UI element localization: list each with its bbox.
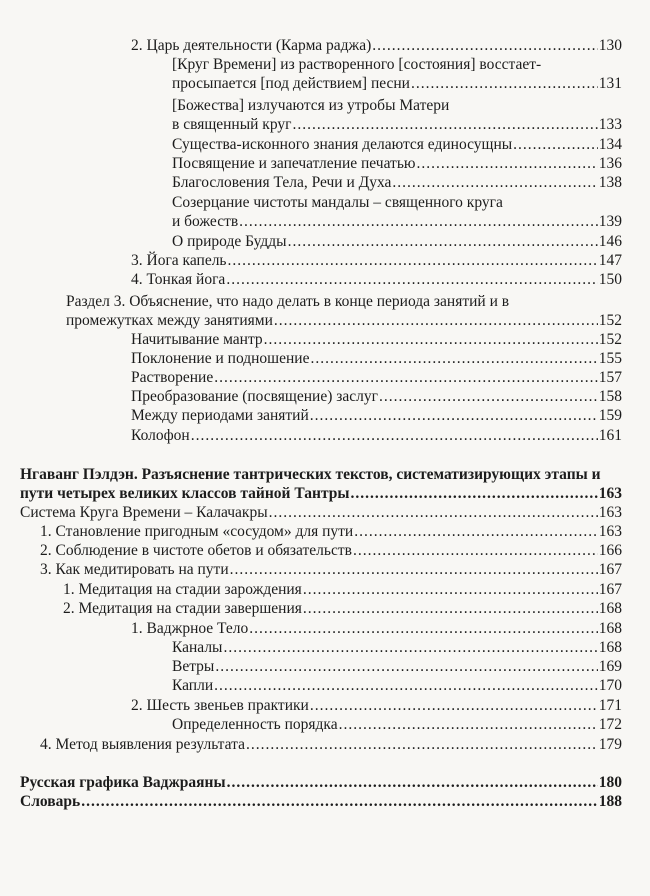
toc-entry [20,503,622,522]
toc-page-number: 155 [598,350,622,367]
toc-entry-text: Поклонение и подношение [131,350,310,367]
toc-entry [66,292,622,330]
toc-entry [131,36,622,55]
toc-entry-text: О природе Будды [172,233,287,250]
toc-entry [172,193,622,231]
toc-entry-text: Созерцание чистоты мандалы – священного круга [172,194,503,211]
toc-page-number: 167 [598,561,622,578]
toc-entry-text: Посвящение и запечатление печатью [172,155,416,172]
toc-entry [131,349,622,368]
toc-page-number: 170 [598,677,622,694]
toc-entry [131,387,622,406]
toc-page-number: 171 [598,697,622,714]
toc-entry [40,735,622,754]
toc-entry [131,330,622,349]
toc-entry [172,154,622,173]
toc-page-number: 163 [598,485,622,502]
toc-page-number: 139 [598,213,622,230]
toc-page-number: 172 [598,716,622,733]
toc-page-number: 180 [598,774,622,791]
toc-page-number: 133 [598,116,622,133]
toc-page-number: 163 [598,523,622,540]
toc-entry-text: 1. Ваджрное Тело [131,620,249,637]
toc-page-number: 152 [598,312,622,329]
toc-entry [20,773,622,792]
toc-entry [172,96,622,134]
toc-entry [131,406,622,425]
toc-entry-text: Колофон [131,427,190,444]
toc-page-number: 161 [598,427,622,444]
toc-entry-text: Существа-исконного знания делаются единосущны [172,136,513,153]
toc-page-number: 179 [598,736,622,753]
toc-page-number: 169 [598,658,622,675]
toc-page-number: 131 [598,75,622,92]
toc-page-number: 157 [598,369,622,386]
toc-entry-text: Преобразование (посвящение) заслуг [131,388,378,405]
toc-page-number: 168 [598,600,622,617]
toc-page-number: 150 [598,271,622,288]
toc-entry [172,232,622,251]
toc-entry [63,599,622,618]
toc-entry-text: Капли [172,677,214,694]
toc-entry [172,676,622,695]
toc-entry-text: Определенность порядка [172,716,338,733]
toc-entry-text: 4. Метод выявления результата [40,736,245,753]
toc-page-number: 152 [598,331,622,348]
toc-entry-text: Нгаванг Пэлдэн. Разъяснение тантрических текстов, систематизирующих этапы и [20,466,601,483]
toc-entry-text: Словарь [20,793,81,810]
toc-entry-text: 4. Тонкая йога [131,271,226,288]
toc-entry [63,580,622,599]
toc-entry-text: Благословения Тела, Речи и Духа [172,174,392,191]
toc-entry-text: 1. Медитация на стадии зарождения [63,581,302,598]
toc-page-number: 166 [598,542,622,559]
toc-entry-text: [Круг Времени] из растворенного [состояния] восстает- [172,56,542,73]
toc-entry-text: 2. Шесть звеньев практики [131,697,309,714]
toc-entry-text: [Божества] излучаются из утробы Матери [172,97,450,114]
toc-entry [40,522,622,541]
toc-entry [131,270,622,289]
toc-page-number: 168 [598,639,622,656]
toc-entry-text: Ветры [172,658,215,675]
toc-entry [172,173,622,192]
toc-entry-text: Между периодами занятий [131,407,309,424]
toc-entry [131,251,622,270]
toc-entry-text: 2. Соблюдение в чистоте обетов и обязательств [40,542,352,559]
toc-entry [131,619,622,638]
toc-page-number: 188 [598,793,622,810]
toc-page-number: 147 [598,252,622,269]
toc-entry-text: 1. Становление пригодным «сосудом» для пути [40,523,354,540]
toc-entry-text: пути четырех великих классов тайной Тантры [20,485,350,502]
toc-page-number: 158 [598,388,622,405]
toc-entry-text: промежутках между занятиями [66,312,273,329]
toc-page-number: 168 [598,620,622,637]
toc-entry-text: и божеств [172,213,239,230]
toc-page-number: 163 [598,504,622,521]
toc-entry-text: Раздел 3. Объяснение, что надо делать в конце периода занятий и в [66,293,510,310]
toc-page-number: 134 [598,136,622,153]
toc-entry [40,560,622,579]
toc-entry-text: Каналы [172,639,223,656]
toc-entry-text: просыпается [под действием] песни [172,75,410,92]
toc-entry-text: в священный круг [172,116,292,133]
toc-entry [172,55,622,93]
toc-entry [172,638,622,657]
toc-entry [40,541,622,560]
toc-entry [131,696,622,715]
toc-entry [131,368,622,387]
toc-page-number: 130 [598,37,622,54]
toc-page-number: 167 [598,581,622,598]
toc-entry [20,465,622,503]
toc-entry-text: Русская графика Ваджраяны [20,774,226,791]
toc-entry-text: Начитывание мантр [131,331,263,348]
toc-entry [172,715,622,734]
toc-entry [172,135,622,154]
toc-entry-text: 2. Медитация на стадии завершения [63,600,302,617]
toc-entry-text: 3. Как медитировать на пути [40,561,229,578]
toc-page-number: 159 [598,407,622,424]
toc-entry [131,426,622,445]
toc-entry [20,792,622,811]
toc-page-number: 146 [598,233,622,250]
toc-entry-text: Система Круга Времени – Калачакры [20,504,268,521]
toc-entry-text: 2. Царь деятельности (Карма раджа) [131,37,372,54]
toc-page-number: 138 [598,174,622,191]
toc-entry-text: 3. Йога капель [131,252,227,269]
toc-page-number: 136 [598,155,622,172]
toc-entry [172,657,622,676]
toc-entry-text: Растворение [131,369,214,386]
